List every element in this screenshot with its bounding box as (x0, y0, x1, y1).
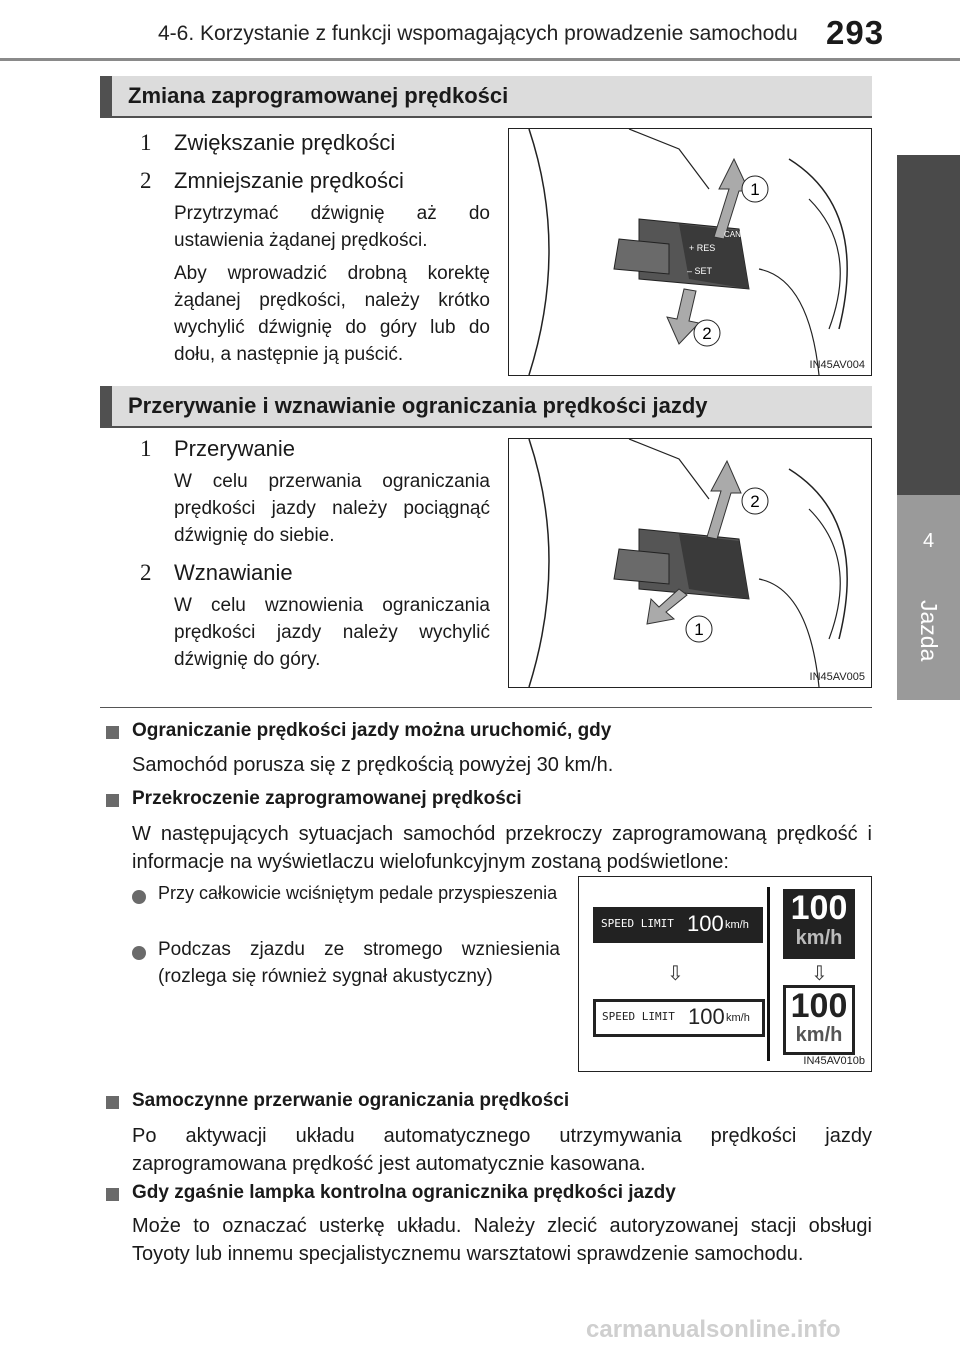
separator (767, 887, 770, 1061)
note-title: Gdy zgaśnie lampka kontrolna ogranicznika prędkości jazdy (132, 1182, 676, 1203)
lever-illustration (509, 129, 871, 375)
chapter-tab-number: 4 (922, 530, 935, 552)
lever-label-set: – SET (687, 266, 713, 276)
paragraph-hold-lever: Przytrzymać dźwignię aż do ustawienia żądanej prędkości. (174, 203, 490, 251)
display-normal (593, 907, 763, 943)
note-text: Samochód porusza się z prędkością powyżej 30 km/h. (132, 754, 614, 776)
lever-label-res: + RES (689, 243, 716, 253)
note-text: Po aktywacji układu automatycznego utrzymywania prędkości jazdy zaprogramowana prędkość jest automatycznie kasowana. (132, 1125, 872, 1175)
speed-limit-value: 100 (688, 1004, 725, 1029)
figure-code: IN45AV004 (809, 359, 865, 371)
callout-2: 2 (702, 324, 712, 343)
header-rule (0, 58, 960, 61)
figure-lever-interrupt (508, 438, 872, 688)
bullet-dot (132, 890, 146, 904)
lever-illustration (509, 439, 871, 687)
display-large-highlighted (783, 985, 855, 1055)
chapter-tab (897, 155, 960, 495)
paragraph-interrupt: W celu przerwania ograniczania prędkości jazdy należy pociągnąć dźwignię do siebie. (174, 471, 490, 546)
bullet-text: Przy całkowicie wciśniętym pedale przyspieszenia (158, 883, 558, 903)
large-speed-value: 100 (790, 987, 848, 1025)
item-label-resume: Wznawianie (174, 560, 293, 585)
watermark: carmanualsonline.info (586, 1316, 841, 1343)
note-title: Ograniczanie prędkości jazdy można uruchomić, gdy (132, 720, 612, 741)
divider (100, 707, 872, 708)
item-label-decrease: Zmniejszanie prędkości (174, 168, 404, 193)
note-marker (106, 726, 119, 739)
item-number: 2 (140, 168, 152, 193)
large-speed-value: 100 (790, 889, 848, 927)
callout-1: 1 (750, 180, 760, 199)
item-number: 2 (140, 560, 152, 585)
note-marker (106, 794, 119, 807)
figure-code: IN45AV010b (803, 1055, 865, 1067)
lever-label-cancel: CANCEL (724, 230, 757, 239)
bullet-dot (132, 946, 146, 960)
item-number: 1 (140, 436, 152, 461)
paragraph-fine-adjust: Aby wprowadzić drobną korektę żądanej prędkości, należy krótko wychylić dźwignię do góry lub do dołu, a następnie ją puścić. (174, 263, 490, 365)
chapter-header: 4-6. Korzystanie z funkcji wspomagających prowadzenie samochodu (158, 22, 798, 45)
section-title-interrupt-resume: Przerywanie i wznawianie ograniczania prędkości jazdy (100, 386, 872, 426)
item-label-interrupt: Przerywanie (174, 436, 296, 461)
section-rule (100, 116, 872, 118)
arrow-down-icon: ⇩ (811, 963, 828, 985)
chapter-tab-label: Jazda (916, 600, 942, 662)
note-marker (106, 1096, 119, 1109)
speed-limit-label: SPEED LIMIT (601, 917, 674, 930)
callout-2: 2 (750, 492, 760, 511)
chapter-tab-lower (897, 495, 960, 700)
speed-limit-unit: km/h (725, 919, 749, 931)
note-title: Samoczynne przerwanie ograniczania prędkości (132, 1090, 570, 1111)
arrow-down-icon: ⇩ (667, 963, 684, 985)
note-text: W następujących sytuacjach samochód przekroczy zaprogramowaną prędkość i informacje na wyświetlaczu wielofunkcyjnym zostaną podświetlone: (132, 823, 872, 873)
speed-limit-unit: km/h (726, 1012, 750, 1024)
page-number: 293 (826, 14, 885, 51)
item-number: 1 (140, 130, 152, 155)
note-text: Może to oznaczać usterkę układu. Należy zlecić autoryzowanej stacji obsługi Toyoty lub innemu specjalistycznemu warsztatowi sprawdzenie samochodu. (132, 1215, 872, 1265)
section-title-change-speed: Zmiana zaprogramowanej prędkości (100, 76, 872, 116)
section-rule (100, 426, 872, 428)
speed-limit-label: SPEED LIMIT (602, 1010, 675, 1023)
large-speed-unit: km/h (795, 1024, 843, 1046)
callout-1: 1 (694, 620, 704, 639)
speed-limit-value: 100 (687, 911, 724, 936)
display-highlighted (593, 999, 765, 1037)
figure-code: IN45AV005 (809, 671, 865, 683)
item-label-increase: Zwiększanie prędkości (174, 130, 396, 155)
note-marker (106, 1188, 119, 1201)
display-large-normal (783, 889, 855, 959)
figure-display-highlight (578, 876, 872, 1072)
bullet-text: Podczas zjazdu ze stromego wzniesienia (rozlega się również sygnał akustyczny) (158, 939, 560, 987)
paragraph-resume: W celu wznowienia ograniczania prędkości jazdy należy wychylić dźwignię do góry. (174, 595, 490, 670)
figure-lever-speed-change (508, 128, 872, 376)
large-speed-unit: km/h (795, 927, 843, 949)
note-title: Przekroczenie zaprogramowanej prędkości (132, 788, 522, 809)
